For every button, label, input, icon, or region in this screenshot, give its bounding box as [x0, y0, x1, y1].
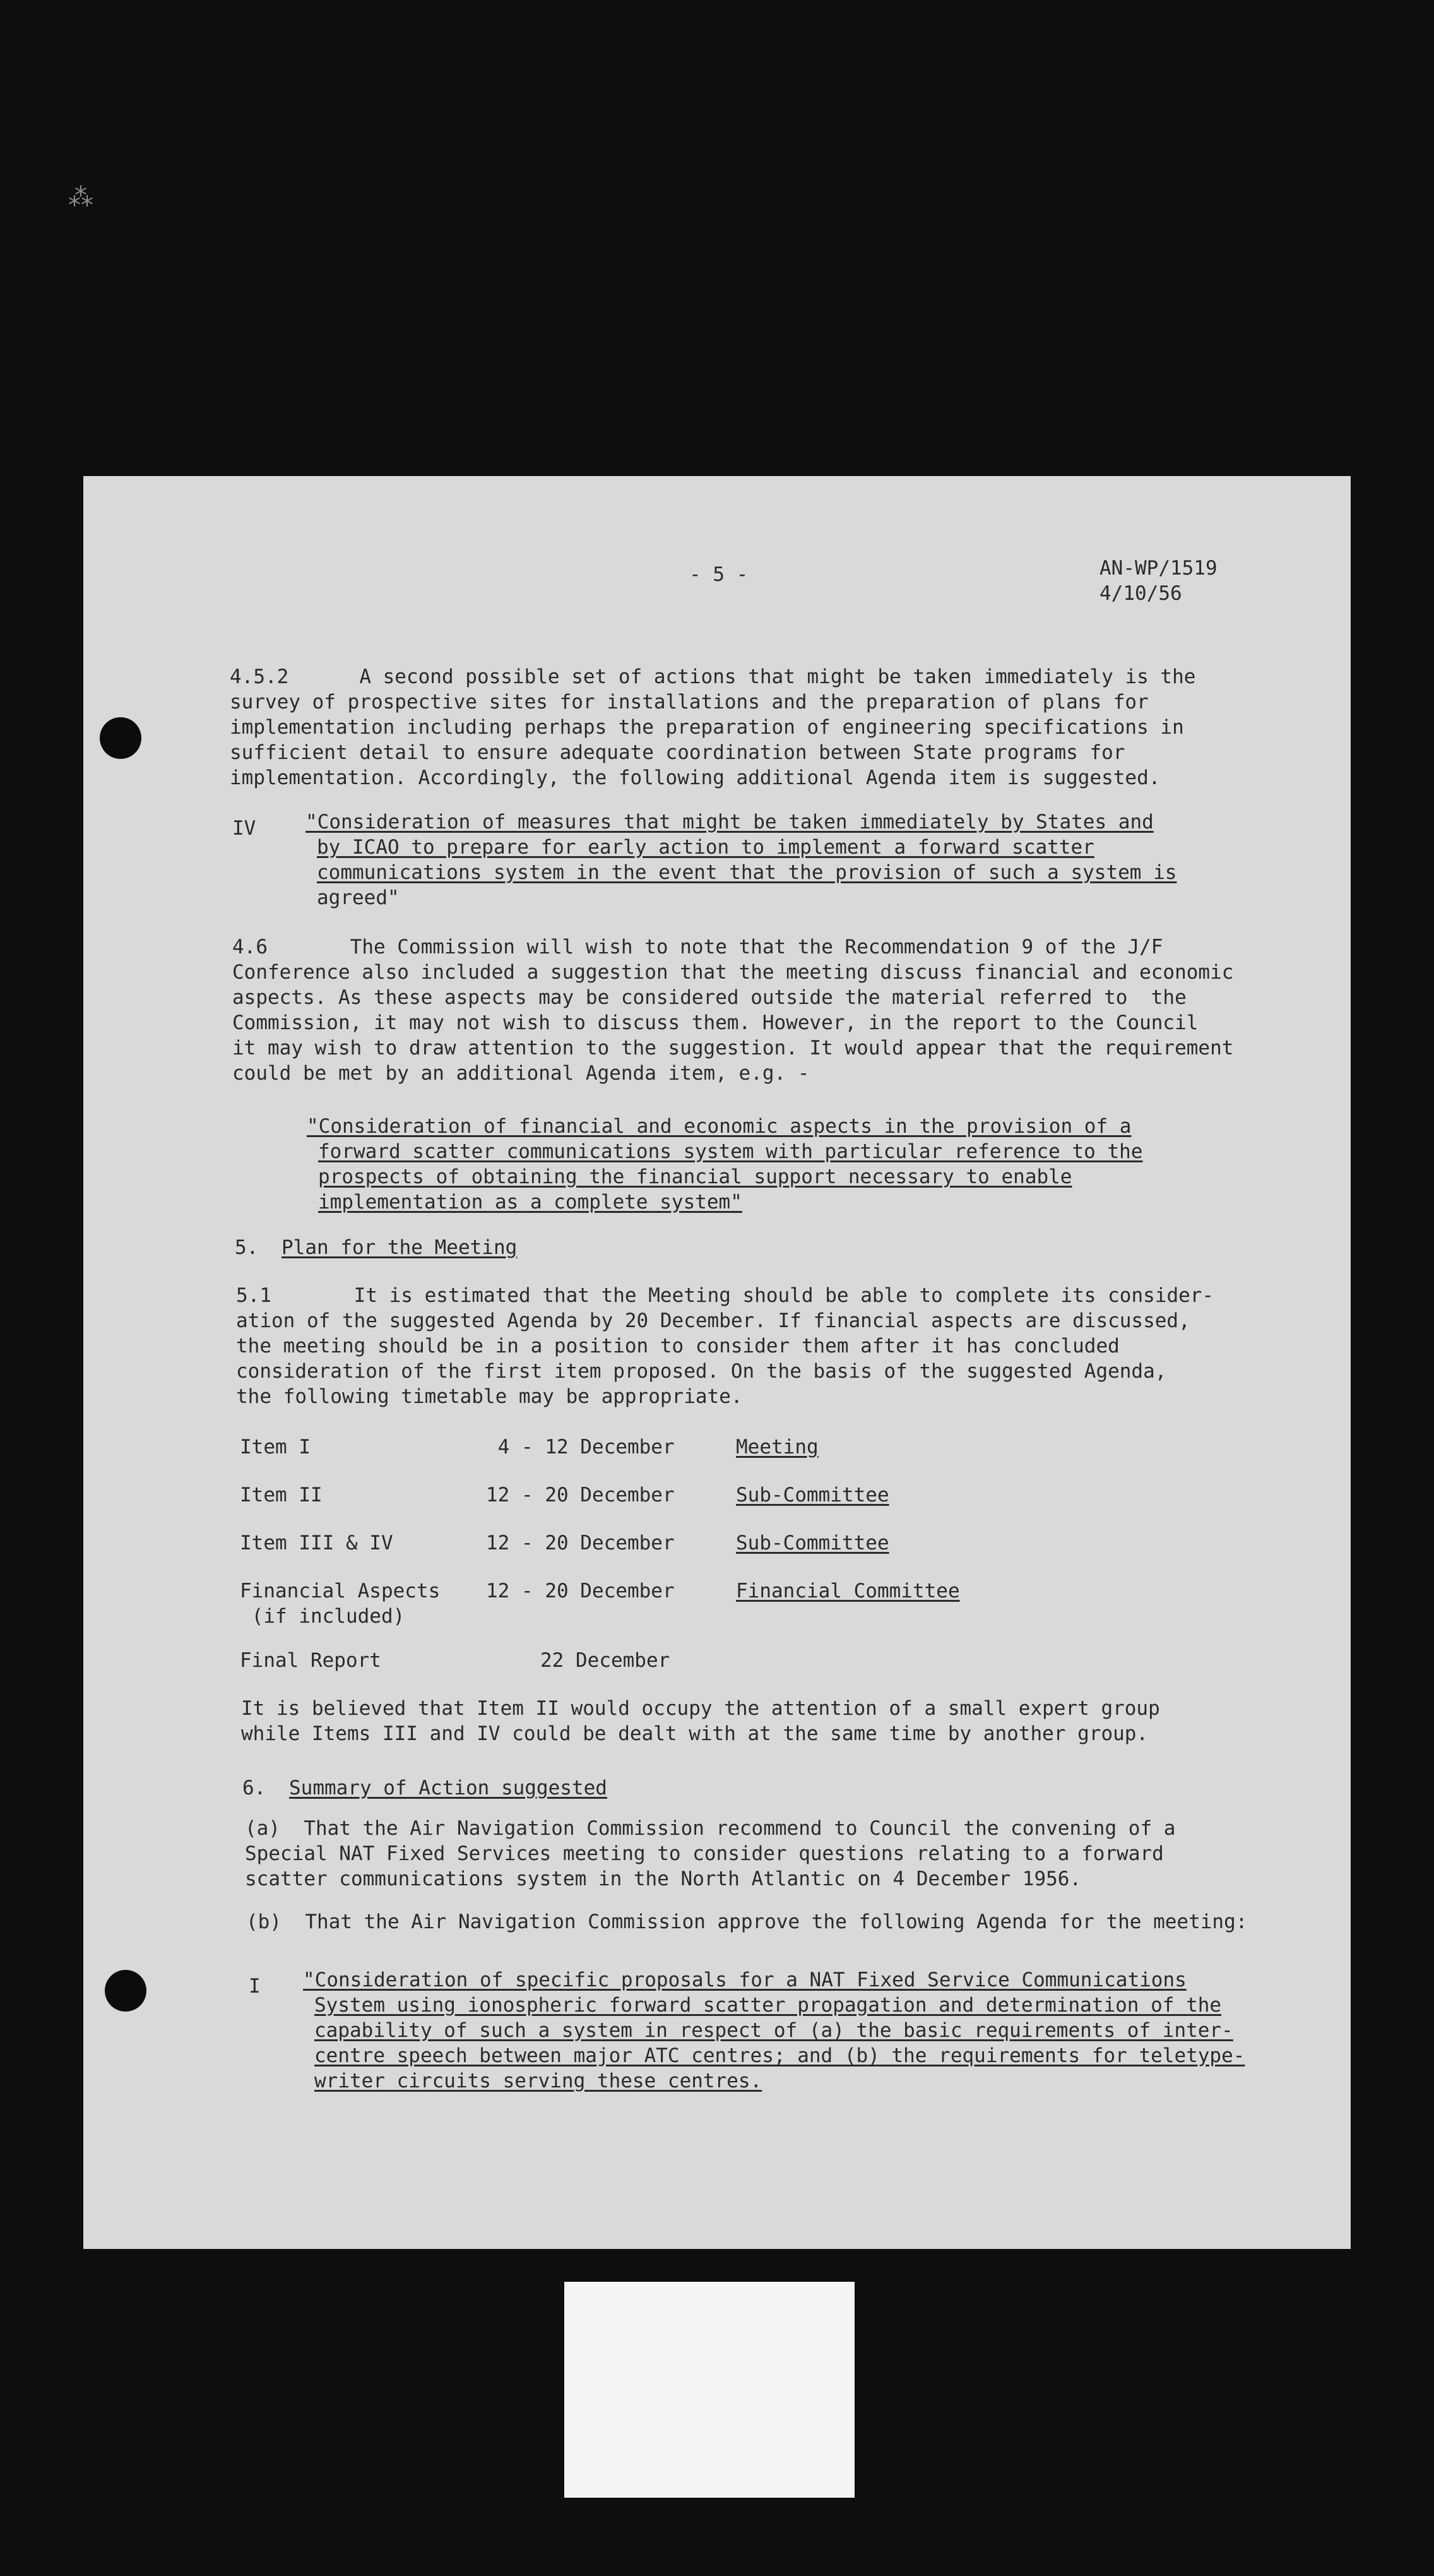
action-label: (b) [246, 1911, 281, 1933]
paragraph-line: ation of the suggested Agenda by 20 December. If financial aspects are discussed, [236, 1309, 1190, 1332]
agenda-line: implementation as a complete system" [318, 1191, 742, 1213]
document-reference: AN-WP/1519 [1099, 557, 1218, 580]
agenda-line: "Consideration of measures that might be taken immediately by States and [305, 811, 1154, 833]
timetable-body: Sub-Committee [736, 1532, 889, 1554]
agenda-item-iv [305, 809, 1176, 910]
timetable-dates: 22 December [540, 1649, 670, 1672]
timetable-note [241, 1696, 1160, 1746]
paragraph-line: implementation including perhaps the preparation of engineering specifications in [230, 716, 1184, 739]
action-line: Special NAT Fixed Services meeting to consider questions relating to a forward [245, 1842, 1164, 1865]
action-line: scatter communications system in the North Atlantic on 4 December 1956. [245, 1868, 1082, 1890]
agenda-item-financial [307, 1114, 1142, 1215]
agenda-item-i [303, 1967, 1245, 2094]
action-text: That the Air Navigation Commission recommend to Council the convening of a [304, 1817, 1176, 1840]
timetable-dates: 12 - 20 December [486, 1484, 675, 1506]
paragraph-line: sufficient detail to ensure adequate coordination between State programs for [230, 741, 1125, 764]
film-speck: ⁂ [68, 183, 93, 212]
agenda-numeral: IV [232, 817, 256, 840]
action-text: That the Air Navigation Commission approve the following Agenda for the meeting: [305, 1911, 1248, 1933]
agenda-line: prospects of obtaining the financial support necessary to enable [318, 1166, 1072, 1188]
agenda-line: System using ionospheric forward scatter propagation and determination of the [314, 1994, 1222, 2017]
page-number: - 5 - [689, 563, 749, 586]
action-first-line [245, 1816, 1175, 1841]
paragraph-first-line [230, 664, 1195, 689]
timetable-body: Sub-Committee [736, 1484, 889, 1506]
action-b [246, 1909, 1247, 1935]
section-number: 6. [242, 1777, 266, 1799]
paragraph-line: Conference also included a suggestion that the meeting discuss financial and economic [232, 961, 1234, 984]
section-5-heading [235, 1235, 517, 1260]
paragraph-line: the following timetable may be appropriate. [236, 1385, 743, 1408]
agenda-line: capability of such a system in respect of (a) the basic requirements of inter- [314, 2019, 1233, 2042]
agenda-line: "Consideration of financial and economic aspects in the provision of a [307, 1115, 1132, 1138]
section-title: Plan for the Meeting [281, 1236, 518, 1259]
paragraph-first-line [236, 1283, 1214, 1308]
paragraph-text: It is estimated that the Meeting should be able to complete its consider- [353, 1284, 1214, 1307]
paragraph-5-1 [236, 1283, 1214, 1409]
action-a [245, 1816, 1175, 1892]
timetable-body: Meeting [736, 1436, 819, 1458]
paragraph-line: could be met by an additional Agenda item, e.g. - [232, 1062, 810, 1085]
action-first-line [246, 1909, 1247, 1935]
paragraph-text: A second possible set of actions that might be taken immediately is the [359, 665, 1196, 688]
paragraph-line: while Items III and IV could be dealt with at the same time by another group. [241, 1722, 1149, 1745]
paragraph-line: implementation. Accordingly, the following additional Agenda item is suggested. [230, 766, 1161, 789]
timetable-item: Financial Aspects [240, 1580, 441, 1602]
paragraph-line: survey of prospective sites for installations and the preparation of plans for [230, 691, 1149, 713]
paragraph-line: consideration of the first item proposed. On the basis of the suggested Agenda, [236, 1360, 1167, 1383]
paragraph-line: it may wish to draw attention to the suggestion. It would appear that the requirement [232, 1037, 1234, 1059]
action-label: (a) [245, 1817, 280, 1840]
paragraph-line: Commission, it may not wish to discuss them. However, in the report to the Council [232, 1011, 1199, 1034]
timetable-item: Item II [240, 1484, 323, 1506]
punch-hole [100, 717, 141, 759]
paragraph-first-line [232, 934, 1233, 960]
agenda-line: by ICAO to prepare for early action to implement a forward scatter [317, 836, 1094, 859]
agenda-line: writer circuits serving these centres. [314, 2070, 762, 2092]
paragraph-number: 4.5.2 [230, 665, 289, 688]
agenda-line: forward scatter communications system with particular reference to the [318, 1140, 1143, 1163]
paragraph-4-6 [232, 934, 1233, 1086]
section-title: Summary of Action suggested [289, 1777, 607, 1799]
agenda-numeral: I [249, 1975, 261, 1998]
timetable-dates: 12 - 20 December [486, 1580, 675, 1602]
timetable-dates: 12 - 20 December [486, 1532, 675, 1554]
timetable-body: Financial Committee [736, 1580, 960, 1602]
document-page [83, 476, 1351, 2249]
timetable-item: Final Report [240, 1649, 381, 1672]
paragraph-4-5-2 [230, 664, 1195, 790]
document-date: 4/10/56 [1099, 582, 1182, 605]
paragraph-line: It is believed that Item II would occupy the attention of a small expert group [241, 1697, 1160, 1720]
paragraph-text: The Commission will wish to note that the Recommendation 9 of the J/F [350, 936, 1163, 958]
paragraph-line: the meeting should be in a position to consider them after it has concluded [236, 1335, 1120, 1357]
agenda-line: "Consideration of specific proposals for a NAT Fixed Service Communications [303, 1969, 1187, 1991]
timetable-item: Item III & IV [240, 1532, 393, 1554]
agenda-line: agreed" [317, 886, 400, 909]
paragraph-number: 4.6 [232, 936, 268, 958]
agenda-line: centre speech between major ATC centres; and (b) the requirements for teletype- [314, 2044, 1245, 2067]
paragraph-line: aspects. As these aspects may be considered outside the material referred to the [232, 986, 1187, 1009]
agenda-line: communications system in the event that the provision of such a system is [317, 861, 1177, 884]
punch-hole [105, 1970, 146, 2012]
section-6-heading [242, 1775, 607, 1801]
section-number: 5. [235, 1236, 259, 1259]
blank-card [564, 2282, 855, 2498]
timetable-item: Item I [240, 1436, 311, 1458]
timetable-dates: 4 - 12 December [486, 1436, 675, 1458]
paragraph-number: 5.1 [236, 1284, 271, 1307]
timetable-item-note: (if included) [240, 1605, 405, 1628]
